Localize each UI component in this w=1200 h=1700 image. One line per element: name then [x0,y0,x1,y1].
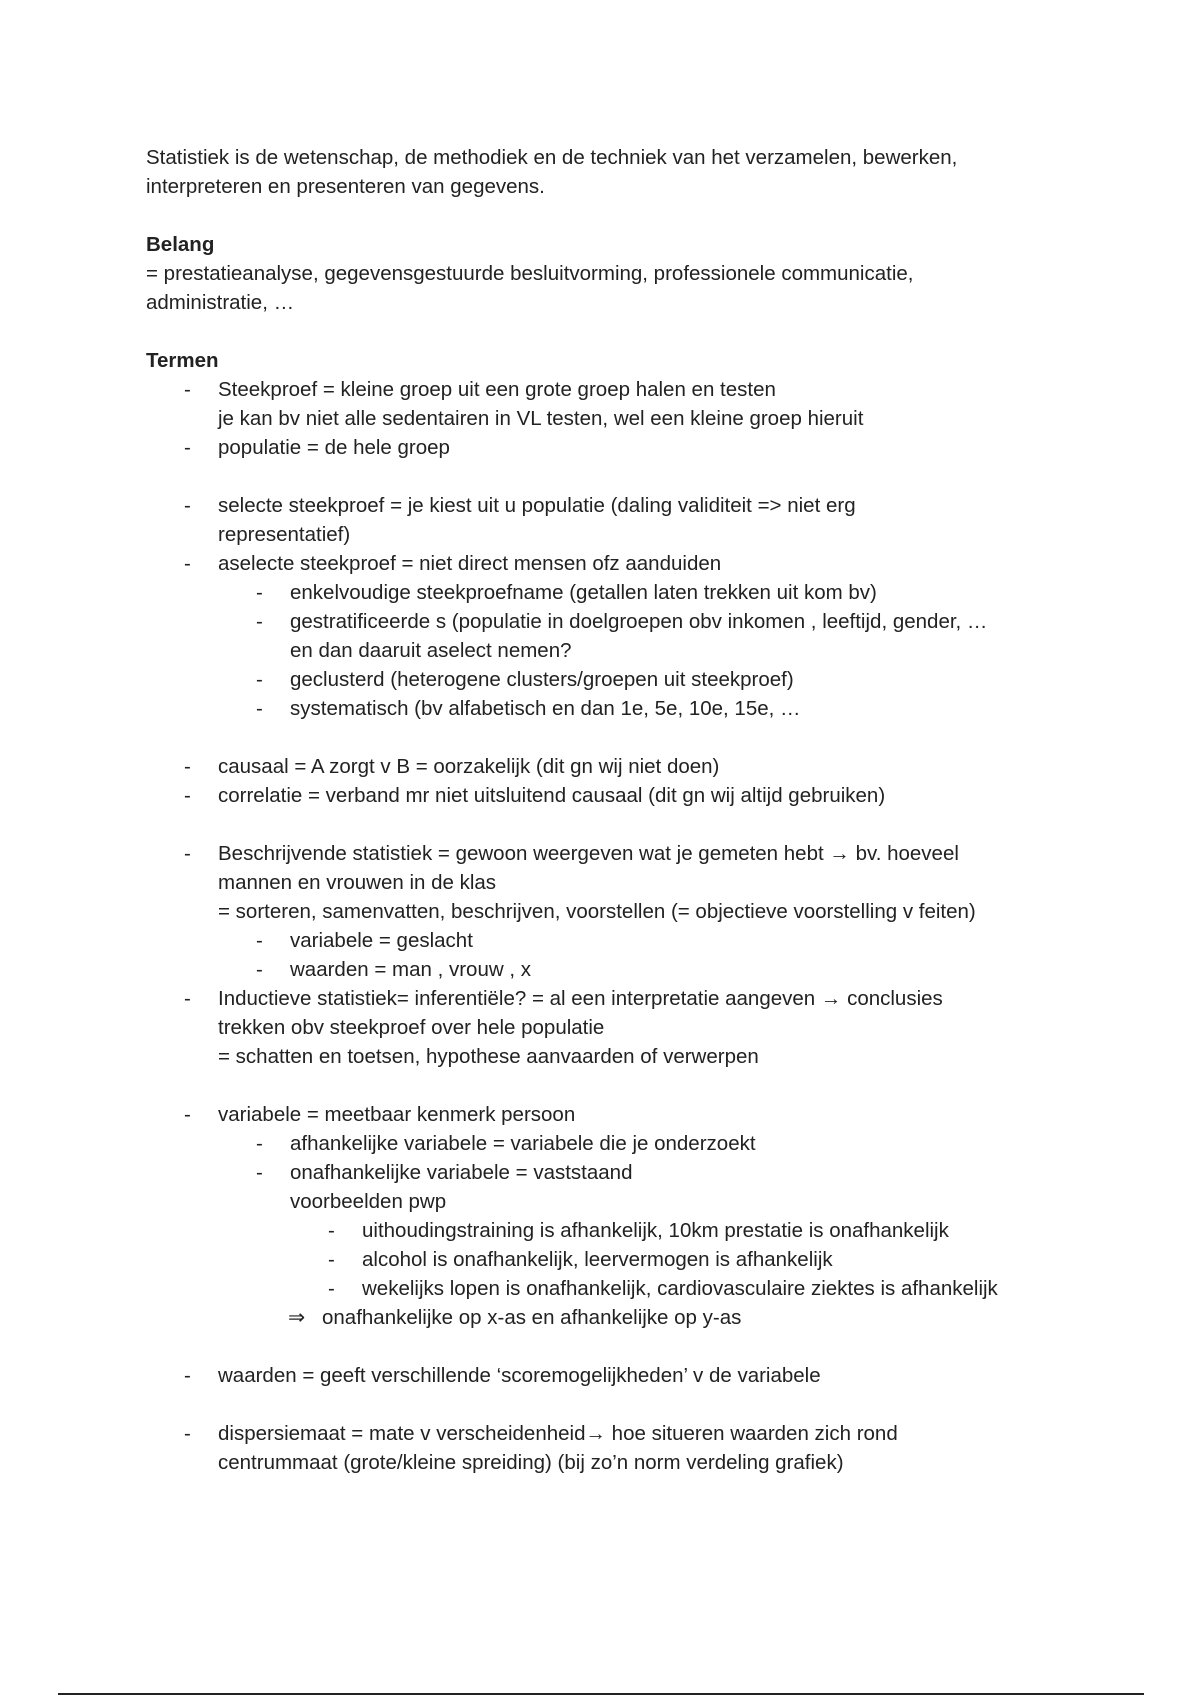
list-item-text: dispersiemaat = mate v verscheidenheid→ hoe situeren waarden zich rond [218,1422,898,1445]
list-item-text: variabele = meetbaar kenmerk persoon [218,1103,576,1126]
sub-list-item [218,926,1086,955]
list-item-text: systematisch (bv alfabetisch en dan 1e, 5e, 10e, 15e, … [290,697,801,720]
list-item-text: aselecte steekproef = niet direct mensen ofz aanduiden [218,552,722,575]
sub-list-item [218,607,1086,665]
termen-list [146,839,1086,1071]
list-item-text: centrummaat (grote/kleine spreiding) (bij zo’n norm verdeling grafiek) [218,1451,844,1474]
sub-list-item [218,1129,1086,1158]
list-item [146,433,1086,462]
heading-termen: Termen [146,349,219,372]
sub-list-item [218,1158,1086,1332]
list-item-text: representatief) [218,523,351,546]
list-item-text: selecte steekproef = je kiest uit u populatie (daling validiteit => niet erg [218,494,856,517]
list-item [146,491,1086,549]
list-item [146,1419,1086,1477]
list-item [146,984,1086,1071]
list-item-text: Inductieve statistiek= inferentiële? = al een interpretatie aangeven → conclusies [218,987,943,1010]
list-item-text: variabele = geslacht [290,929,473,952]
intro-paragraph [146,143,1086,201]
termen-list [146,752,1086,810]
list-item-text: = schatten en toetsen, hypothese aanvaarden of verwerpen [218,1045,759,1068]
sub-list-item [218,955,1086,984]
list-item-text: mannen en vrouwen in de klas [218,871,497,894]
list-item [146,375,1086,433]
sub-sub-list [290,1216,1086,1303]
list-item-text: Steekproef = kleine groep uit een grote groep halen en testen [218,378,776,401]
sub-sub-list-item [290,1245,1086,1274]
list-item [146,752,1086,781]
sub-list-item [218,694,1086,723]
termen-list [146,1361,1086,1390]
list-item-text: = sorteren, samenvatten, beschrijven, voorstellen (= objectieve voorstelling v feiten) [218,900,976,923]
list-item-text: trekken obv steekproef over hele populatie [218,1016,605,1039]
list-item [146,1100,1086,1332]
belang-paragraph [146,259,1086,317]
list-item [146,1361,1086,1390]
list-item-text: waarden = geeft verschillende ‘scoremogelijkheden’ v de variabele [218,1364,821,1387]
list-item [146,781,1086,810]
list-item-text: causaal = A zorgt v B = oorzakelijk (dit gn wij niet doen) [218,755,720,778]
sub-list [218,578,1086,723]
list-item-text: gestratificeerde s (populatie in doelgroepen obv inkomen , leeftijd, gender, … [290,610,988,633]
list-item-text: wekelijks lopen is onafhankelijk, cardiovasculaire ziektes is afhankelijk [362,1277,998,1300]
termen-list [146,1100,1086,1332]
intro-line: Statistiek is de wetenschap, de methodiek en de techniek van het verzamelen, bewerken, [146,146,958,169]
double-arrow-icon: ⇒ [288,1306,306,1329]
sub-list [218,1129,1086,1332]
list-item-text: alcohol is onafhankelijk, leervermogen is afhankelijk [362,1248,833,1271]
sub-list [218,926,1086,984]
list-item-text: geclusterd (heterogene clusters/groepen uit steekproef) [290,668,794,691]
list-item-text: onafhankelijke variabele = vaststaand [290,1161,633,1184]
list-item-text: waarden = man , vrouw , x [290,958,531,981]
list-item-text: voorbeelden pwp [290,1190,447,1213]
page-divider [58,1693,1144,1695]
sub-sub-list-item [290,1274,1086,1303]
sub-list-item [218,578,1086,607]
conclusion-line [290,1303,1086,1332]
list-item-text: Beschrijvende statistiek = gewoon weergeven wat je gemeten hebt → bv. hoeveel [218,842,959,865]
list-item-text: uithoudingstraining is afhankelijk, 10km prestatie is onafhankelijk [362,1219,949,1242]
list-item-text: je kan bv niet alle sedentairen in VL testen, wel een kleine groep hieruit [218,407,864,430]
list-item-text: enkelvoudige steekproefname (getallen laten trekken uit kom bv) [290,581,877,604]
heading-belang: Belang [146,233,215,256]
termen-list [146,1419,1086,1477]
belang-line: administratie, … [146,291,295,314]
list-item-text: afhankelijke variabele = variabele die je onderzoekt [290,1132,756,1155]
list-item [146,549,1086,723]
document-body [146,143,1086,1477]
termen-list [146,375,1086,462]
list-item-text: populatie = de hele groep [218,436,450,459]
sub-sub-list-item [290,1216,1086,1245]
list-item-text: correlatie = verband mr niet uitsluitend causaal (dit gn wij altijd gebruiken) [218,784,886,807]
sub-list-item [218,665,1086,694]
intro-line: interpreteren en presenteren van gegevens. [146,175,545,198]
list-item-text: onafhankelijke op x-as en afhankelijke op y-as [322,1306,742,1329]
list-item [146,839,1086,984]
belang-line: = prestatieanalyse, gegevensgestuurde besluitvorming, professionele communicatie, [146,262,914,285]
list-item-text: en dan daaruit aselect nemen? [290,639,572,662]
termen-list [146,491,1086,723]
